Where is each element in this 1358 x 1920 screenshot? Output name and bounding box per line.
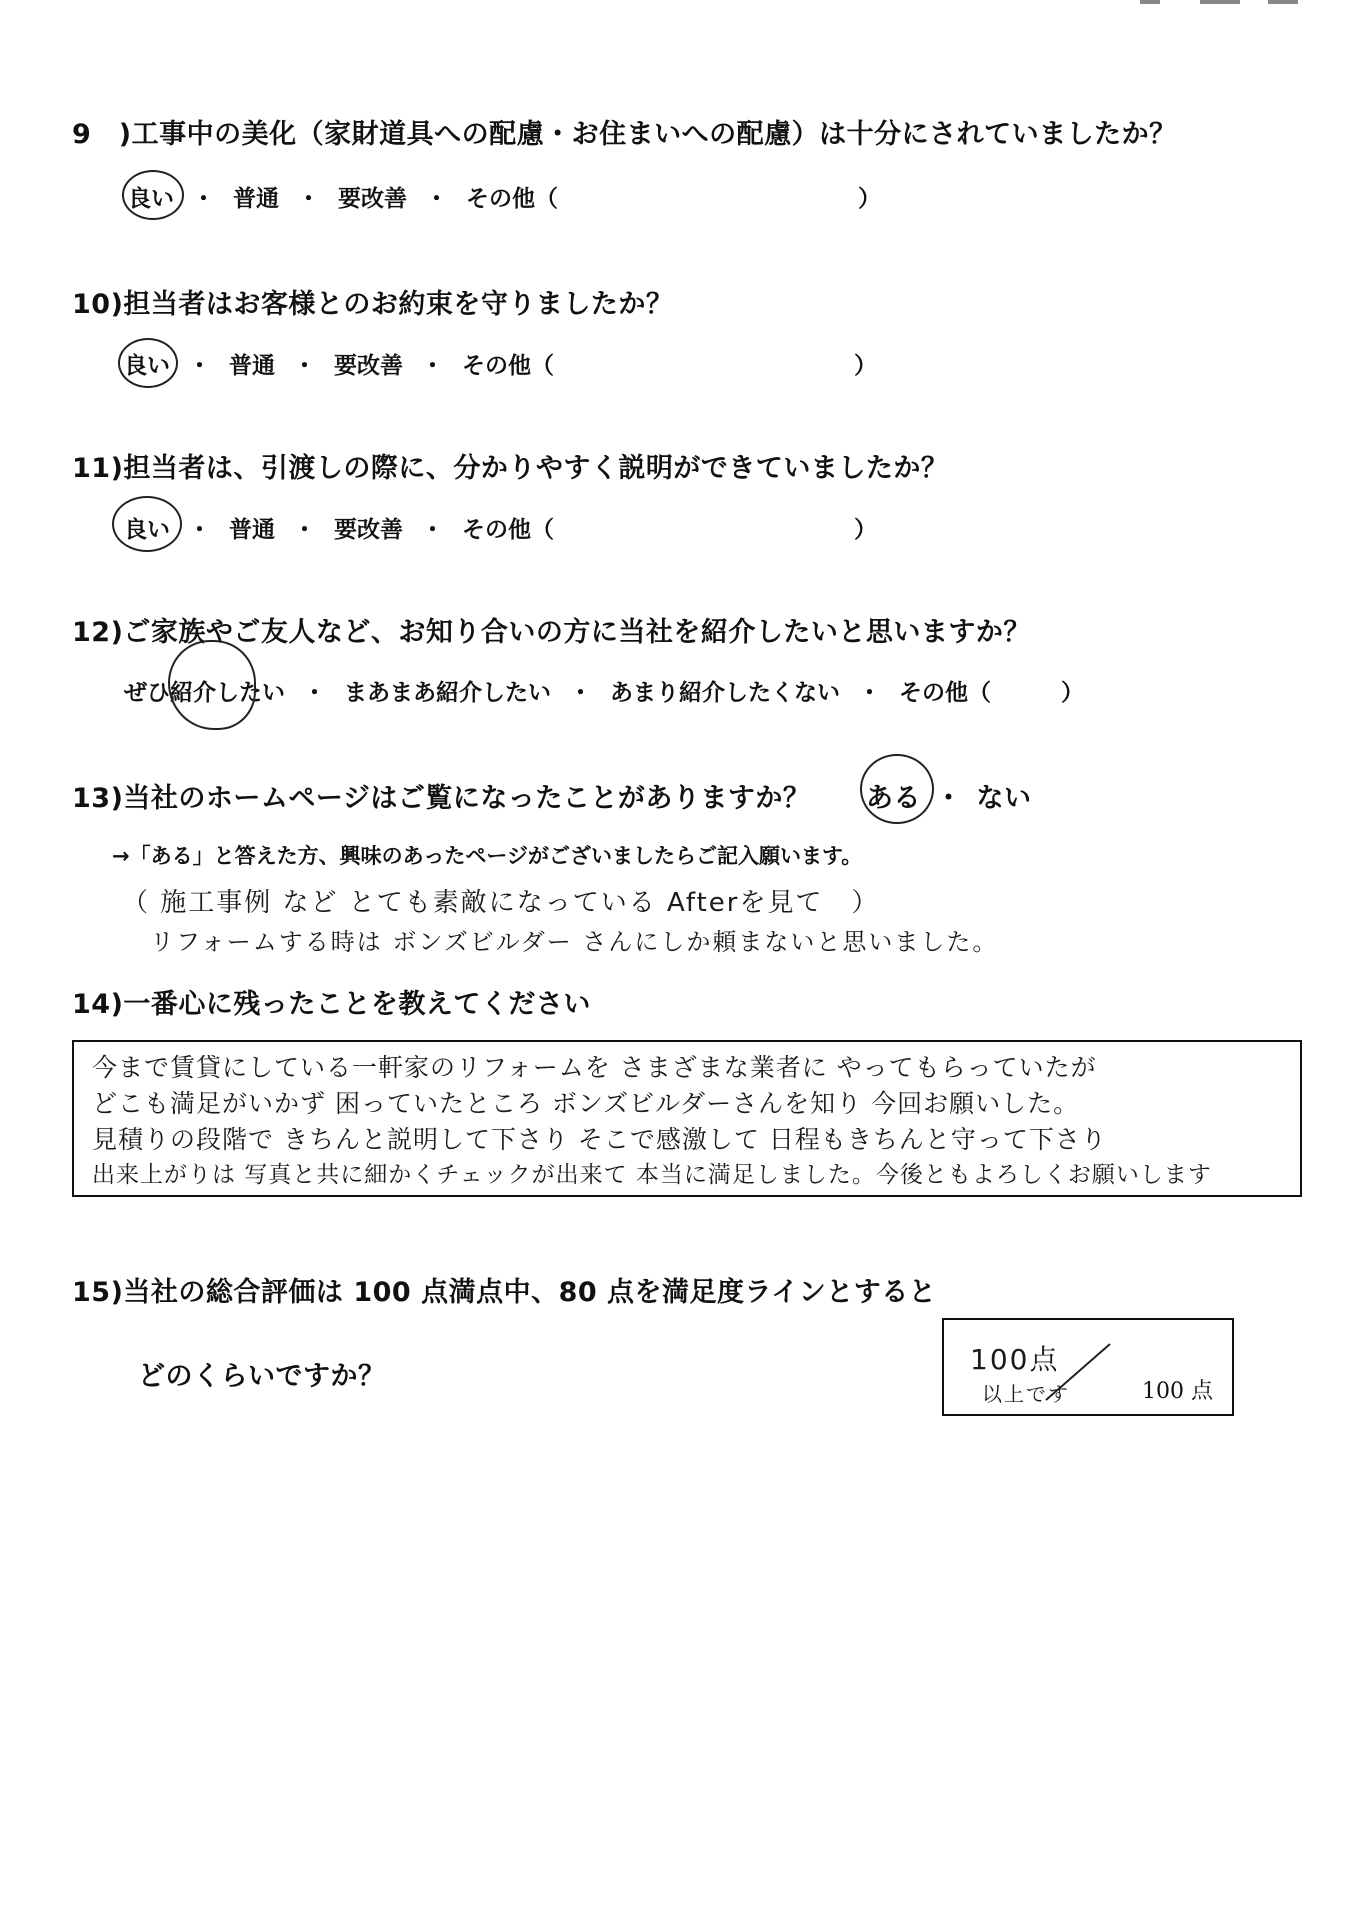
options-q12: ぜひ紹介したい ・ まあまあ紹介したい ・ あまり紹介したくない ・ その他（ ） xyxy=(124,674,1084,707)
question-15: 15)当社の総合評価は 100 点満点中、80 点を満足度ラインとすると xyxy=(72,1277,937,1308)
handwritten-answer-line: リフォームする時は ボンズビルダー さんにしか頼まないと思いました。 xyxy=(150,928,999,956)
question-9: 9 )工事中の美化（家財道具への配慮・お住まいへの配慮）は十分にされていましたか？ xyxy=(72,119,1177,150)
options-q13: ある ・ ない xyxy=(866,776,1032,815)
q13-followup: →「ある」と答えた方、興味のあったページがございましたらご記入願います。 xyxy=(112,844,863,868)
option-other[interactable]: その他（ xyxy=(899,680,991,706)
question-10: 10)担当者はお客様とのお約束を守りましたか？ xyxy=(72,289,674,320)
option-no[interactable]: ない xyxy=(976,783,1032,814)
comment-line: どこも満足がいかず 困っていたところ ボンズビルダーさんを知り 今回お願いした。 xyxy=(92,1089,1080,1118)
option-other[interactable]: その他（ xyxy=(462,517,554,543)
handwritten-score: 100点 xyxy=(970,1343,1060,1376)
option-other[interactable]: その他（ xyxy=(466,186,558,212)
option-needs-improvement[interactable]: 要改善 xyxy=(338,186,407,212)
option-not-recommend[interactable]: あまり紹介したくない xyxy=(610,680,840,706)
option-yes[interactable]: ある xyxy=(866,783,921,814)
question-15-continued: どのくらいですか？ xyxy=(138,1361,386,1392)
option-somewhat-recommend[interactable]: まあまあ紹介したい xyxy=(344,680,551,706)
option-good[interactable]: 良い xyxy=(124,517,170,543)
options-q10: 良い ・ 普通 ・ 要改善 ・ その他（ ） xyxy=(124,347,877,380)
option-other[interactable]: その他（ xyxy=(462,353,554,379)
option-good[interactable]: 良い xyxy=(128,186,174,212)
option-needs-improvement[interactable]: 要改善 xyxy=(334,353,403,379)
question-12: 12)ご家族やご友人など、お知り合いの方に当社を紹介したいと思いますか？ xyxy=(72,617,1031,648)
score-label: 100 点 xyxy=(1142,1379,1213,1404)
option-definitely-recommend[interactable]: ぜひ紹介したい xyxy=(124,680,285,706)
options-q11: 良い ・ 普通 ・ 要改善 ・ その他（ ） xyxy=(124,511,877,544)
comment-line: 見積りの段階で きちんと説明して下さり そこで感激して 日程もきちんと守って下さり xyxy=(92,1125,1107,1154)
option-good[interactable]: 良い xyxy=(124,353,170,379)
score-box[interactable] xyxy=(942,1318,1234,1416)
question-13: 13)当社のホームページはご覧になったことがありますか？ xyxy=(72,783,811,814)
question-11: 11)担当者は、引渡しの際に、分かりやすく説明ができていましたか？ xyxy=(72,453,949,484)
options-q9: 良い ・ 普通 ・ 要改善 ・ その他（ ） xyxy=(128,180,881,213)
close-paren: ） xyxy=(854,517,877,543)
handwritten-score-note: 以上です xyxy=(982,1382,1070,1406)
option-needs-improvement[interactable]: 要改善 xyxy=(334,517,403,543)
handwritten-answer-line: （ 施工事例 など とても素敵になっている Afterを見て ） xyxy=(122,888,880,918)
question-14: 14)一番心に残ったことを教えてください xyxy=(72,989,591,1020)
comment-line: 今まで賃貸にしている一軒家のリフォームを さまざまな業者に やってもらっていたが xyxy=(92,1053,1097,1082)
close-paren: ） xyxy=(1061,680,1084,706)
close-paren: ） xyxy=(854,353,877,379)
option-average[interactable]: 普通 xyxy=(229,353,275,379)
scan-mark xyxy=(1200,0,1240,4)
close-paren: ） xyxy=(858,186,881,212)
option-average[interactable]: 普通 xyxy=(229,517,275,543)
comment-box[interactable] xyxy=(72,1040,1302,1197)
strike-mark xyxy=(1044,1342,1114,1402)
comment-line: 出来上がりは 写真と共に細かくチェックが出来て 本当に満足しました。今後ともよろしくお願いします xyxy=(92,1162,1212,1188)
scan-mark xyxy=(1140,0,1160,4)
option-average[interactable]: 普通 xyxy=(233,186,279,212)
scan-mark xyxy=(1268,0,1298,4)
